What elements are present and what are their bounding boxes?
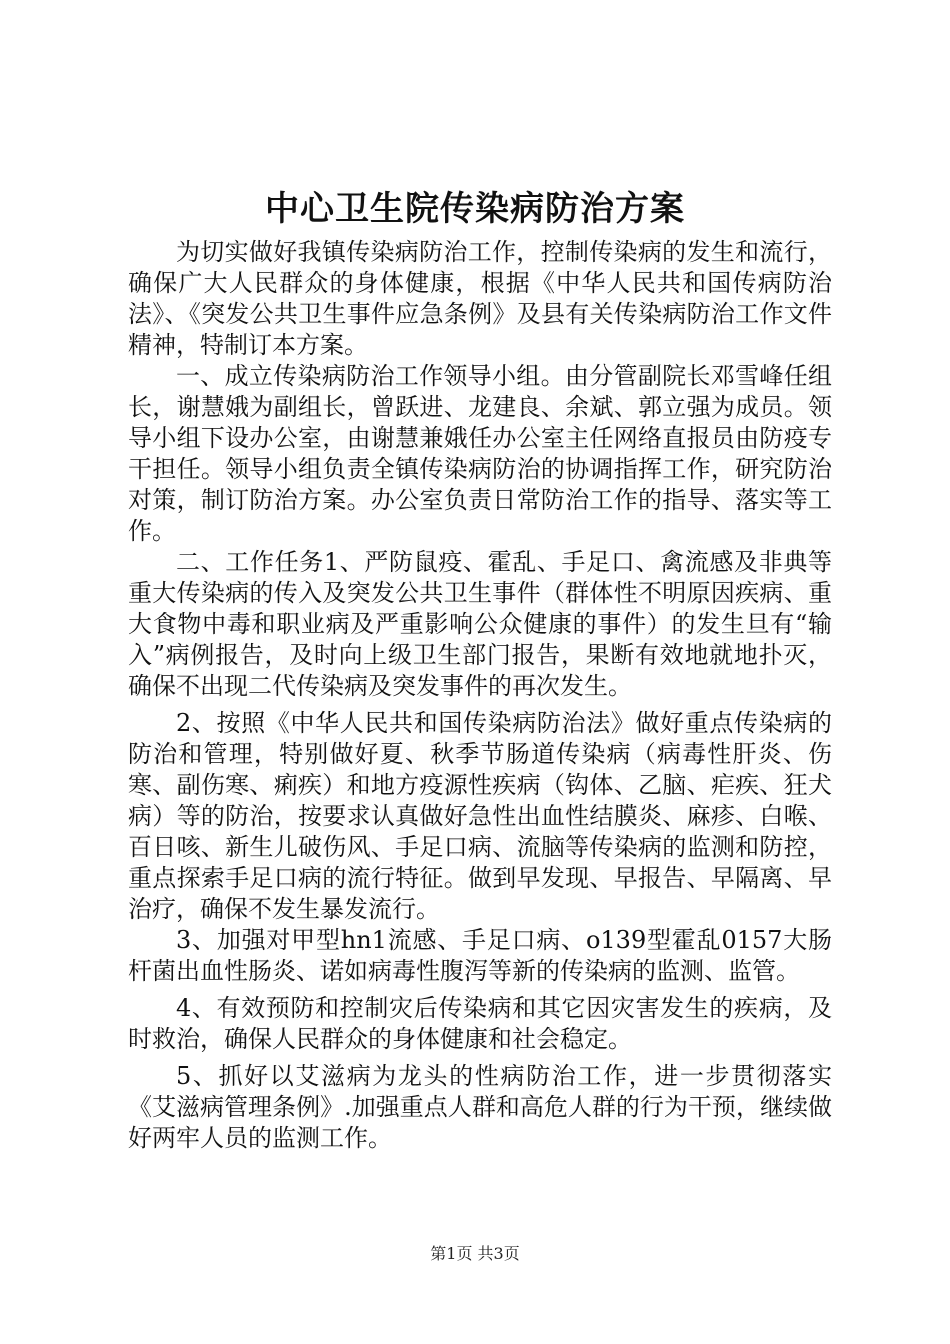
document-body	[128, 237, 832, 1154]
paragraph-task-3: 3、加强对甲型hn1流感、手足口病、o139型霍乱0157大肠杆菌出血性肠炎、诺如病毒性腹泻等新的传染病的监测、监管。	[128, 926, 832, 985]
paragraph-section-2: 二、工作任务1、严防鼠疫、霍乱、手足口、禽流感及非典等重大传染病的传入及突发公共卫生事件（群体性不明原因疾病、重大食物中毒和职业病及严重影响公众健康的事件）的发生旦有“输入”病例报告，及时向上级卫生部门报告，果断有效地就地扑灭，确保不出现二代传染病及突发事件的再次发生。	[128, 548, 832, 700]
paragraph-task-2: 2、按照《中华人民共和国传染病防治法》做好重点传染病的防治和管理，特别做好夏、秋季节肠道传染病（病毒性肝炎、伤寒、副伤寒、痢疾）和地方疫源性疾病（钩体、乙脑、疟疾、狂犬病）等的防治，按要求认真做好急性出血性结膜炎、麻疹、白喉、百日咳、新生儿破伤风、手足口病、流脑等传染病的监测和防控，重点探索手足口病的流行特征。做到早发现、早报告、早隔离、早治疗，确保不发生暴发流行。	[128, 709, 832, 923]
paragraph-task-4: 4、有效预防和控制灾后传染病和其它因灾害发生的疾病，及时救治，确保人民群众的身体健康和社会稳定。	[128, 994, 832, 1053]
paragraph-intro: 为切实做好我镇传染病防治工作，控制传染病的发生和流行，确保广大人民群众的身体健康，根据《中华人民共和国传病防治法》、《突发公共卫生事件应急条例》及县有关传染病防治工作文件精神，特制订本方案。	[128, 238, 832, 359]
page-number-footer: 第1页 共3页	[430, 1244, 520, 1263]
document-title: 中心卫生院传染病防治方案	[265, 189, 685, 229]
paragraph-task-5: 5、抓好以艾滋病为龙头的性病防治工作，进一步贯彻落实《艾滋病管理条例》.加强重点人群和高危人群的行为干预，继续做好两牢人员的监测工作。	[128, 1062, 832, 1152]
paragraph-section-1: 一、成立传染病防治工作领导小组。由分管副院长邓雪峰任组长，谢慧娥为副组长，曾跃进、龙建良、余斌、郭立强为成员。领导小组下设办公室，由谢慧兼娥任办公室主任网络直报员由防疫专干担任。领导小组负责全镇传染病防治的协调指挥工作，研究防治对策，制订防治方案。办公室负责日常防治工作的指导、落实等工作。	[128, 362, 832, 545]
